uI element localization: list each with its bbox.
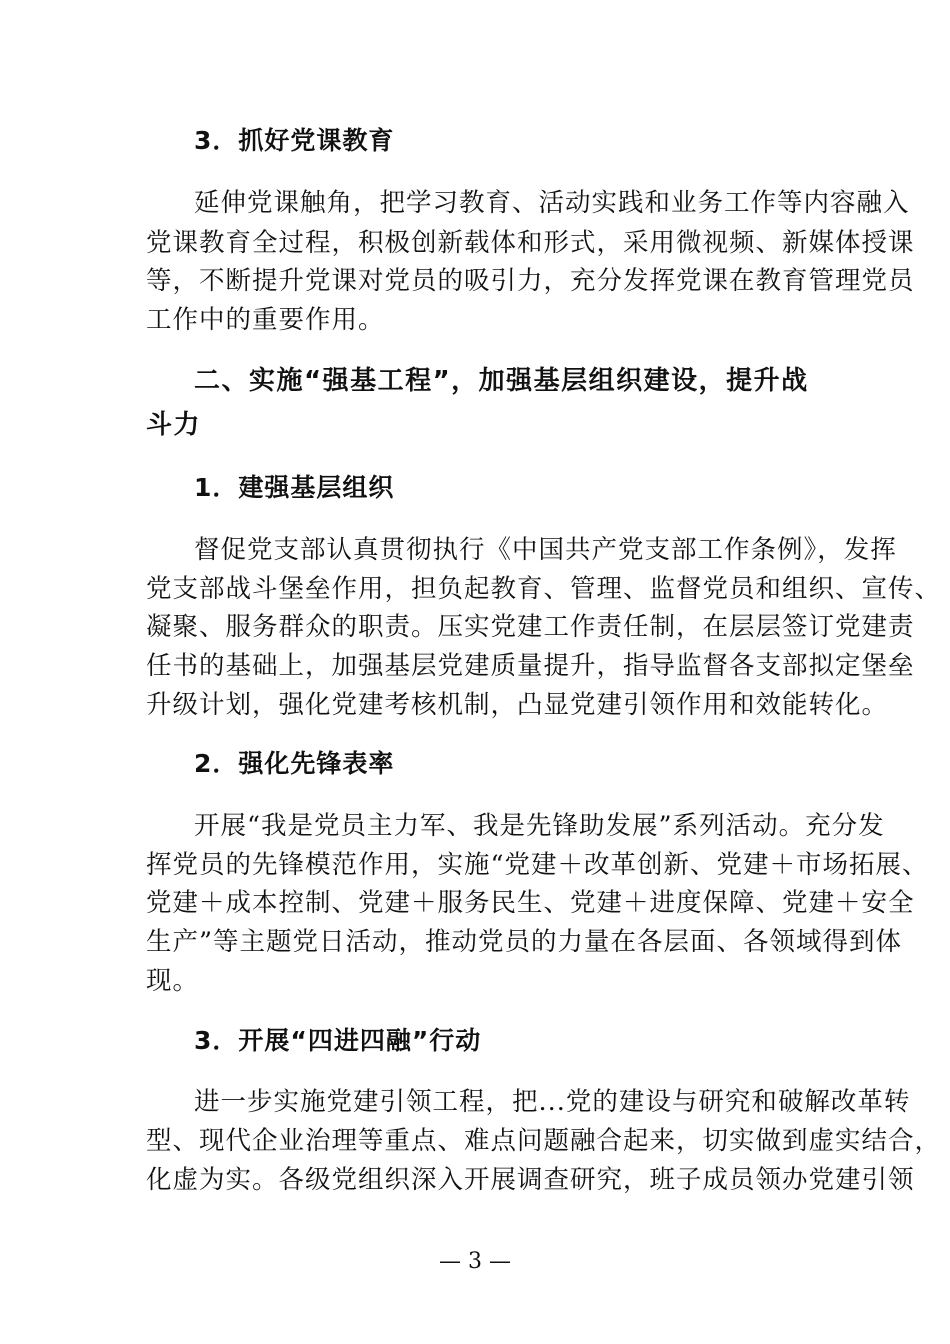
paragraph-line: 现。: [146, 966, 200, 996]
paragraph-line: 凝聚、服务群众的职责。压实党建工作责任制，在层层签订党建责: [146, 612, 915, 642]
paragraph-line: 等，不断提升党课对党员的吸引力，充分发挥党课在教育管理党员: [146, 266, 915, 296]
paragraph-line: 进一步实施党建引领工程，把...党的建设与研究和破解改革转: [194, 1087, 911, 1117]
paragraph-line: 型、现代企业治理等重点、难点问题融合起来，切实做到虚实结合，: [146, 1126, 942, 1156]
paragraph-line: 延伸党课触角，把学习教育、活动实践和业务工作等内容融入: [194, 188, 910, 218]
paragraph-line: 党支部战斗堡垒作用，担负起教育、管理、监督党员和组织、宣传、: [146, 574, 942, 604]
paragraph-line: 工作中的重要作用。: [146, 305, 385, 335]
paragraph-line: 党课教育全过程，积极创新载体和形式，采用微视频、新媒体授课: [146, 228, 915, 258]
paragraph-line: 生产”等主题党日活动，推动党员的力量在各层面、各领域得到体: [146, 927, 903, 957]
page-number: — 3 —: [439, 1249, 511, 1274]
item2-heading: 2．强化先锋表率: [194, 749, 395, 778]
paragraph-line: 任书的基础上，加强基层党建质量提升，指导监督各支部拟定堡垒: [146, 651, 915, 681]
item1-heading: 1．建强基层组织: [194, 473, 395, 502]
part2-heading: 二、实施“强基工程”，加强基层组织建设，提升战: [194, 366, 809, 396]
paragraph-line: 化虚为实。各级党组织深入开展调查研究，班子成员领办党建引领: [146, 1165, 915, 1195]
paragraph-line: 督促党支部认真贯彻执行《中国共产党支部工作条例》，发挥: [194, 535, 897, 565]
paragraph-line: 开展“我是党员主力军、我是先锋助发展”系列活动。充分发: [194, 811, 885, 841]
paragraph-line: 挥党员的先锋模范作用，实施“党建＋改革创新、党建＋市场拓展、: [146, 850, 929, 880]
paragraph-line: 升级计划，强化党建考核机制，凸显党建引领作用和效能转化。: [146, 690, 889, 720]
part2-heading-continued: 斗力: [146, 410, 202, 440]
item3-heading: 3．开展“四进四融”行动: [194, 1026, 482, 1055]
section3-heading: 3．抓好党课教育: [194, 126, 395, 155]
paragraph-line: 党建＋成本控制、党建＋服务民生、党建＋进度保障、党建＋安全: [146, 888, 915, 918]
